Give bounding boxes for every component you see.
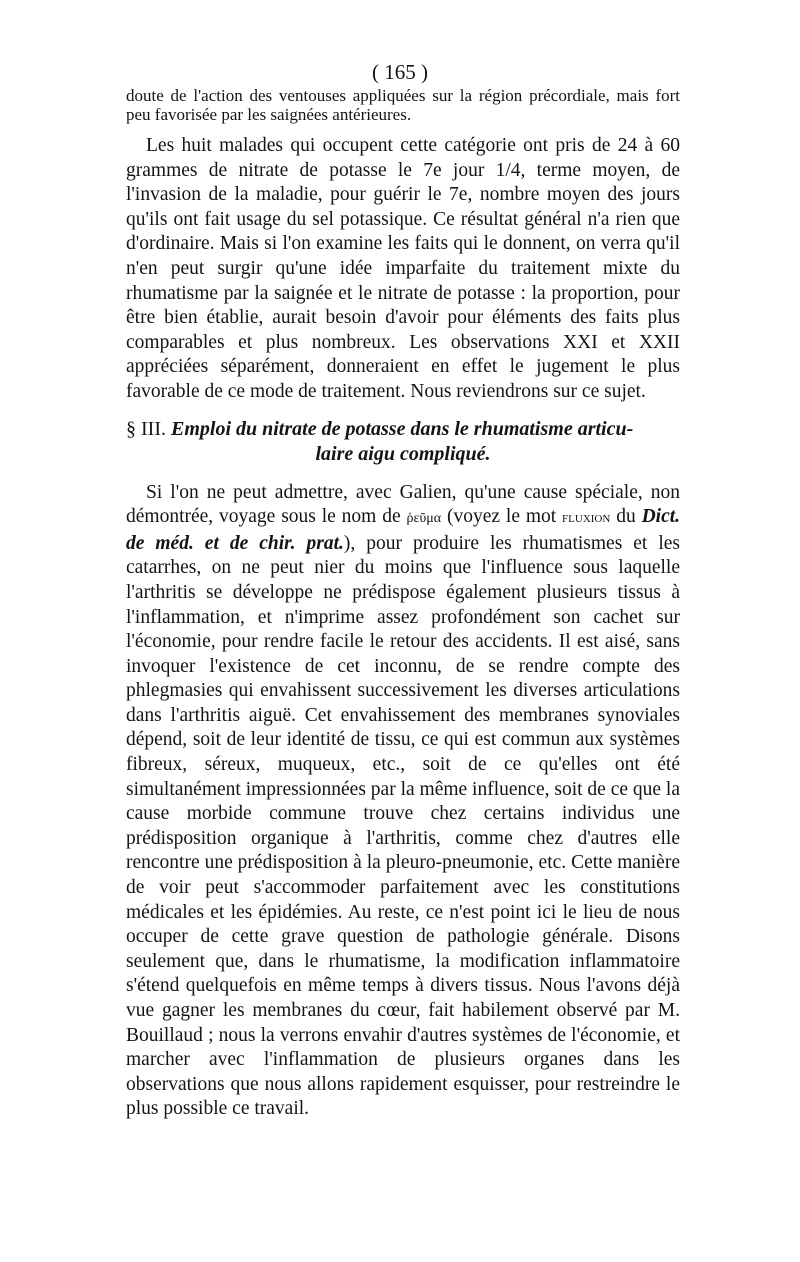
smallcaps-term: fluxion [562,509,611,527]
text-run: du [610,506,642,528]
paragraph-results: Les huit malades qui occupent cette catégorie ont pris de 24 à 60 grammes de nitrate de potasse le 7e jour 1/4, terme moyen, de l'invasion de la maladie, pour guérir le 7e, nombre moyen des jours qu'ils ont fait usage du sel potassique. Ce résultat général n'a rien que d'ordinaire. Mais si l'on examine les faits qui le donnent, on verra qu'il n'en peut surgir qu'une idée imparfaite du traitement mixte du rhumatisme par la saignée et le nitrate de potasse : la proportion, pour être bien établie, aurait besoin d'avoir pour éléments des faits plus comparables et plus nombreux. Les observations XXI et XXII appréciées séparément, donneraient en effet le jugement le plus favorable de ce mode de traitement. Nous reviendrons sur ce sujet. [126,135,680,402]
paragraph-discussion [126,481,680,1122]
text-run: (voyez le mot [441,506,563,528]
section-heading [126,417,680,467]
text-run: ), pour produire les rhumatismes et les catarrhes, on ne peut nier du moins que l'influence sous laquelle l'arthritis se développe ne prédispose également plusieurs tissus à l'inflammation, et n'imprime assez profondément son cachet sur l'économie, pour rendre facile le retour des accidents. Il est aisé, sans invoquer l'existence de cet inconnu, de se rendre compte des phlegmasies qui envahissent successivement les diverses articulations dans l'arthritis aiguë. Cet envahissement des membranes synoviales dépend, soit de leur identité de tissu, ce qui est commun aux systèmes fibreux, séreux, muqueux, etc., soit de ce qu'elles ont été simultanément impressionnées par la même influence, soit de ce que la cause morbide commune trouve chez certains individus une prédisposition organique à l'arthritis, comme chez d'autres elle rencontre une prédisposition à la pleuro-pneumonie, etc. Cette manière de voir peut s'accommoder parfaitement avec les constitutions médicales et les épidémies. Au reste, ce n'est point ici le lieu de nous occuper de cette grave question de pathologie générale. Disons seulement que, dans le rhumatisme, la modification inflammatoire s'étend quelquefois en même temps à divers tissus. Nous l'avons déjà vue gagner les membranes du cœur, fait habilement observé par M. Bouillaud ; nous la verrons envahir d'autres systèmes de l'économie, et marcher avec l'inflammation de plusieurs organes dans les observations que nous allons rapidement esquisser, pour restreindre le plus possible ce travail. [126,532,680,1120]
page-body [126,86,680,1122]
citation-title: Dict. de méd. et de chir. prat. [126,506,681,554]
greek-word: ῥεῦμα [406,511,442,527]
section-number: § III. [126,417,166,440]
page-number: ( 165 ) [372,60,428,84]
section-title-line2: laire aigu compliqué. [315,442,491,465]
section-title-line1: Emploi du nitrate de potasse dans le rhumatisme articu- [170,417,634,440]
text-run: Si l'on ne peut admettre, avec Galien, qu'une cause spéciale, non démontrée, voyage sous le nom de [126,481,680,528]
paragraph-continued: doute de l'action des ventouses appliquées sur la région précordiale, mais fort peu favorisée par les saignées antérieures. [126,86,680,124]
